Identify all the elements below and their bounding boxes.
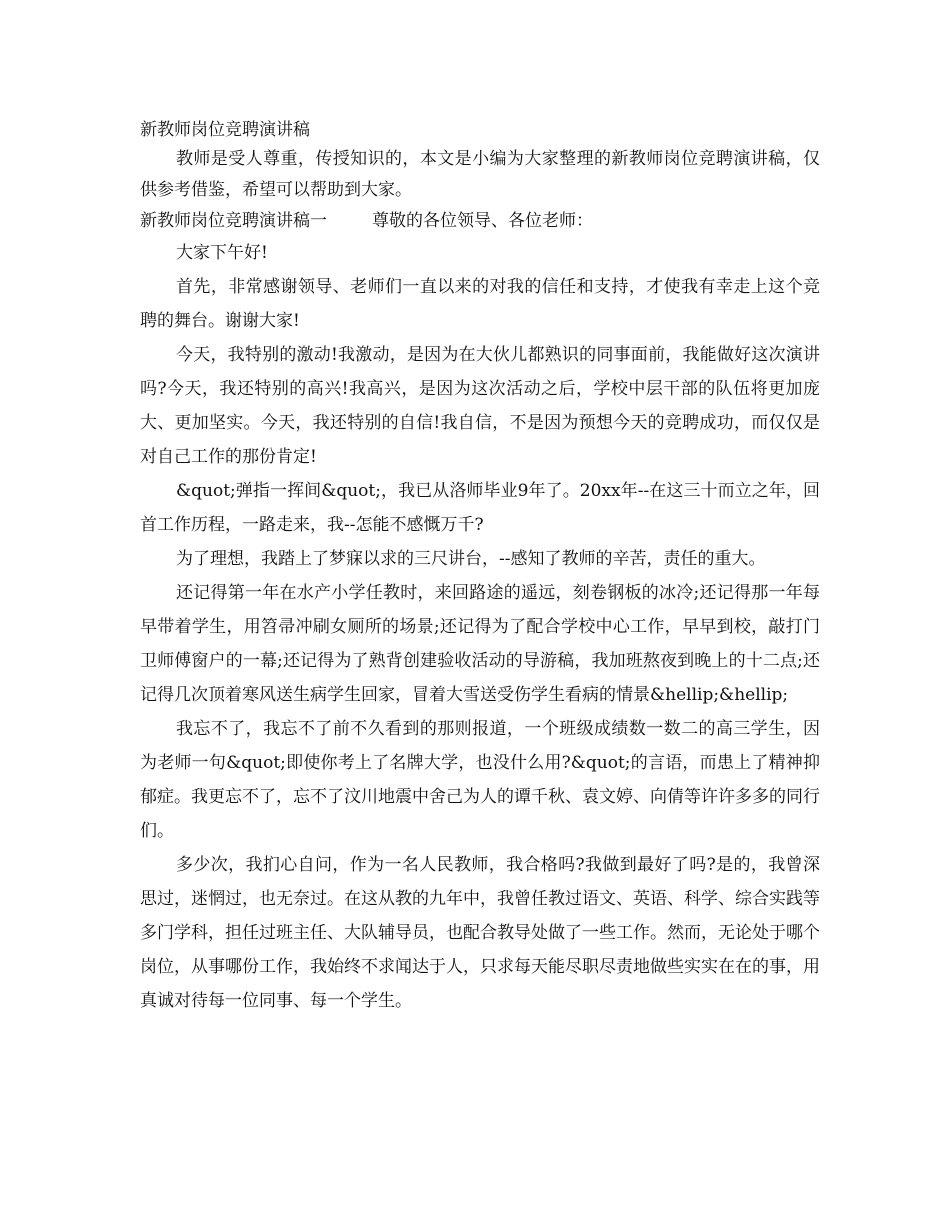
section-heading-line <box>140 206 820 236</box>
body-paragraph: 首先，非常感谢领导、老师们一直以来的对我的信任和支持，才使我有幸走上这个竞聘的舞台。谢谢大家! <box>140 277 820 331</box>
body-paragraph: 为了理想，我踏上了梦寐以求的三尺讲台，--感知了教师的辛苦，责任的重大。 <box>176 549 766 569</box>
body-paragraph: &quot;弹指一挥间&quot;，我已从洛师毕业9年了。20xx年--在这三十而立之年，回首工作历程，一路走来，我--怎能不感慨万千? <box>140 481 820 535</box>
body-paragraph: 我忘不了，我忘不了前不久看到的那则报道，一个班级成绩数一数二的高三学生，因为老师一句&quot;即使你考上了名牌大学，也没什么用?&quot;的言语，而患上了精神抑郁症。我更忘不了，忘不了汶川地震中舍己为人的谭千秋、袁文婷、向倩等许许多多的同行们。 <box>140 719 820 841</box>
document-title: 新教师岗位竞聘演讲稿 <box>140 120 310 140</box>
salutation: 尊敬的各位领导、各位老师： <box>372 211 593 231</box>
body-paragraph: 今天，我特别的激动!我激动，是因为在大伙儿都熟识的同事面前，我能做好这次演讲吗?今天，我还特别的高兴!我高兴，是因为这次活动之后，学校中层干部的队伍将更加庞大、更加坚实。今天，我还特别的自信!我自信，不是因为预想今天的竞聘成功，而仅仅是对自己工作的那份肯定! <box>140 345 820 467</box>
document-body <box>140 116 820 1018</box>
section-heading: 新教师岗位竞聘演讲稿一 <box>140 211 327 231</box>
intro-paragraph: 教师是受人尊重，传授知识的，本文是小编为大家整理的新教师岗位竞聘演讲稿，仅供参考借鉴，希望可以帮助到大家。 <box>140 149 820 200</box>
body-paragraph: 多少次，我扪心自问，作为一名人民教师，我合格吗?我做到最好了吗?是的，我曾深思过，迷惘过，也无奈过。在这从教的九年中，我曾任教过语文、英语、科学、综合实践等多门学科，担任过班主任、大队辅导员，也配合教导处做了一些工作。然而，无论处于哪个岗位，从事哪份工作，我始终不求闻达于人，只求每天能尽职尽责地做些实实在在的事，用真诚对待每一位同事、每一个学生。 <box>140 855 820 1011</box>
greeting-paragraph: 大家下午好! <box>176 243 268 263</box>
body-paragraph: 还记得第一年在水产小学任教时，来回路途的遥远，刻卷钢板的冰冷;还记得那一年每早带着学生，用笤帚冲刷女厕所的场景;还记得为了配合学校中心工作，早早到校，敲打门卫师傅窗户的一幕;还记得为了熟背创建验收活动的导游稿，我加班熬夜到晚上的十二点;还记得几次顶着寒风送生病学生回家，冒着大雪送受伤学生看病的情景&hellip;&hellip; <box>140 583 820 705</box>
